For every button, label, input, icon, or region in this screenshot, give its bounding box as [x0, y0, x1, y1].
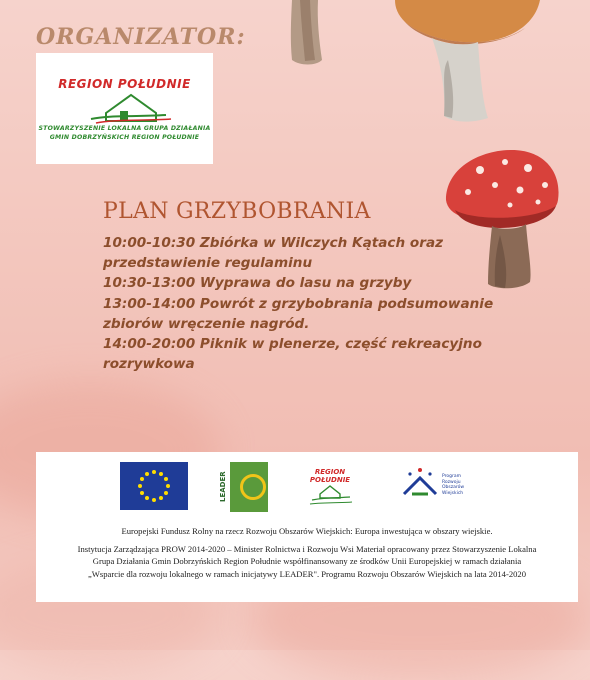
mushroom-cap — [395, 0, 540, 42]
mushroom-stem — [432, 38, 488, 122]
eu-stars-icon — [120, 462, 188, 510]
leader-logo — [218, 462, 268, 512]
leader-leaf-icon — [240, 474, 266, 500]
region-small-logo-title: REGION POŁUDNIE — [309, 468, 351, 484]
funding-statement: Europejski Fundusz Rolny na rzecz Rozwoju Obszarów Wiejskich: Europa inwestująca w obszary wiejskie. — [121, 526, 493, 536]
leader-logo-label: LEADER — [219, 471, 227, 503]
plan-line: rozrywkowa — [103, 356, 195, 373]
prow-logo-label: Program Rozwoju Obszarów Wiejskich — [442, 474, 465, 496]
plan-line: zbiorów wręczenie nagród. — [103, 315, 310, 332]
plan-title: PLAN GRZYBOBRANIA — [103, 199, 371, 224]
organizer-label: ORGANIZATOR: — [36, 24, 246, 50]
house-logo-icon — [36, 53, 213, 164]
organizer-logo-subtitle: STOWARZYSZENIE LOKALNA GRUPA DZIAŁANIA — [38, 125, 211, 132]
prow-logo — [398, 464, 482, 510]
plan-line: przedstawienie regulaminu — [103, 255, 313, 272]
plan-line: 14:00-20:00 Piknik w plenerze, część rekreacyjno — [103, 336, 482, 353]
plan-list — [103, 233, 513, 374]
organizer-logo-subtitle: GMIN DOBRZYŃSKICH REGION POŁUDNIE — [49, 134, 200, 141]
region-poludnie-small-logo — [298, 466, 362, 510]
plan-line: 10:00-10:30 Zbiórka w Wilczych Kątach oraz — [103, 235, 444, 251]
eu-flag-logo — [120, 462, 188, 510]
organizer-logo — [36, 53, 213, 164]
organizer-logo-title: REGION POŁUDNIE — [58, 77, 191, 91]
funding-footer — [36, 452, 578, 602]
plan-line: 10:30-13:00 Wyprawa do lasu na grzyby — [103, 275, 412, 292]
plan-line: 13:00-14:00 Powrót z grzybobrania podsumowanie — [103, 295, 494, 312]
funding-details: Instytucja Zarządzająca PROW 2014-2020 – Minister Rolnictwa i Rozwoju Wsi Materiał opracowany przez Stowarzyszenie Lokalna Grupa Działania Gmin Dobrzyńskich Region Południe współfinansowany ze środków Unii Europejskiej w ramach działania „Wsparcie dla rozwoju lokalnego w ramach inicjatywy LEADER". Programu Rozwoju Obszarów Wiejskich na lata 2014-2020 — [77, 544, 537, 579]
house-logo-icon — [298, 466, 362, 510]
